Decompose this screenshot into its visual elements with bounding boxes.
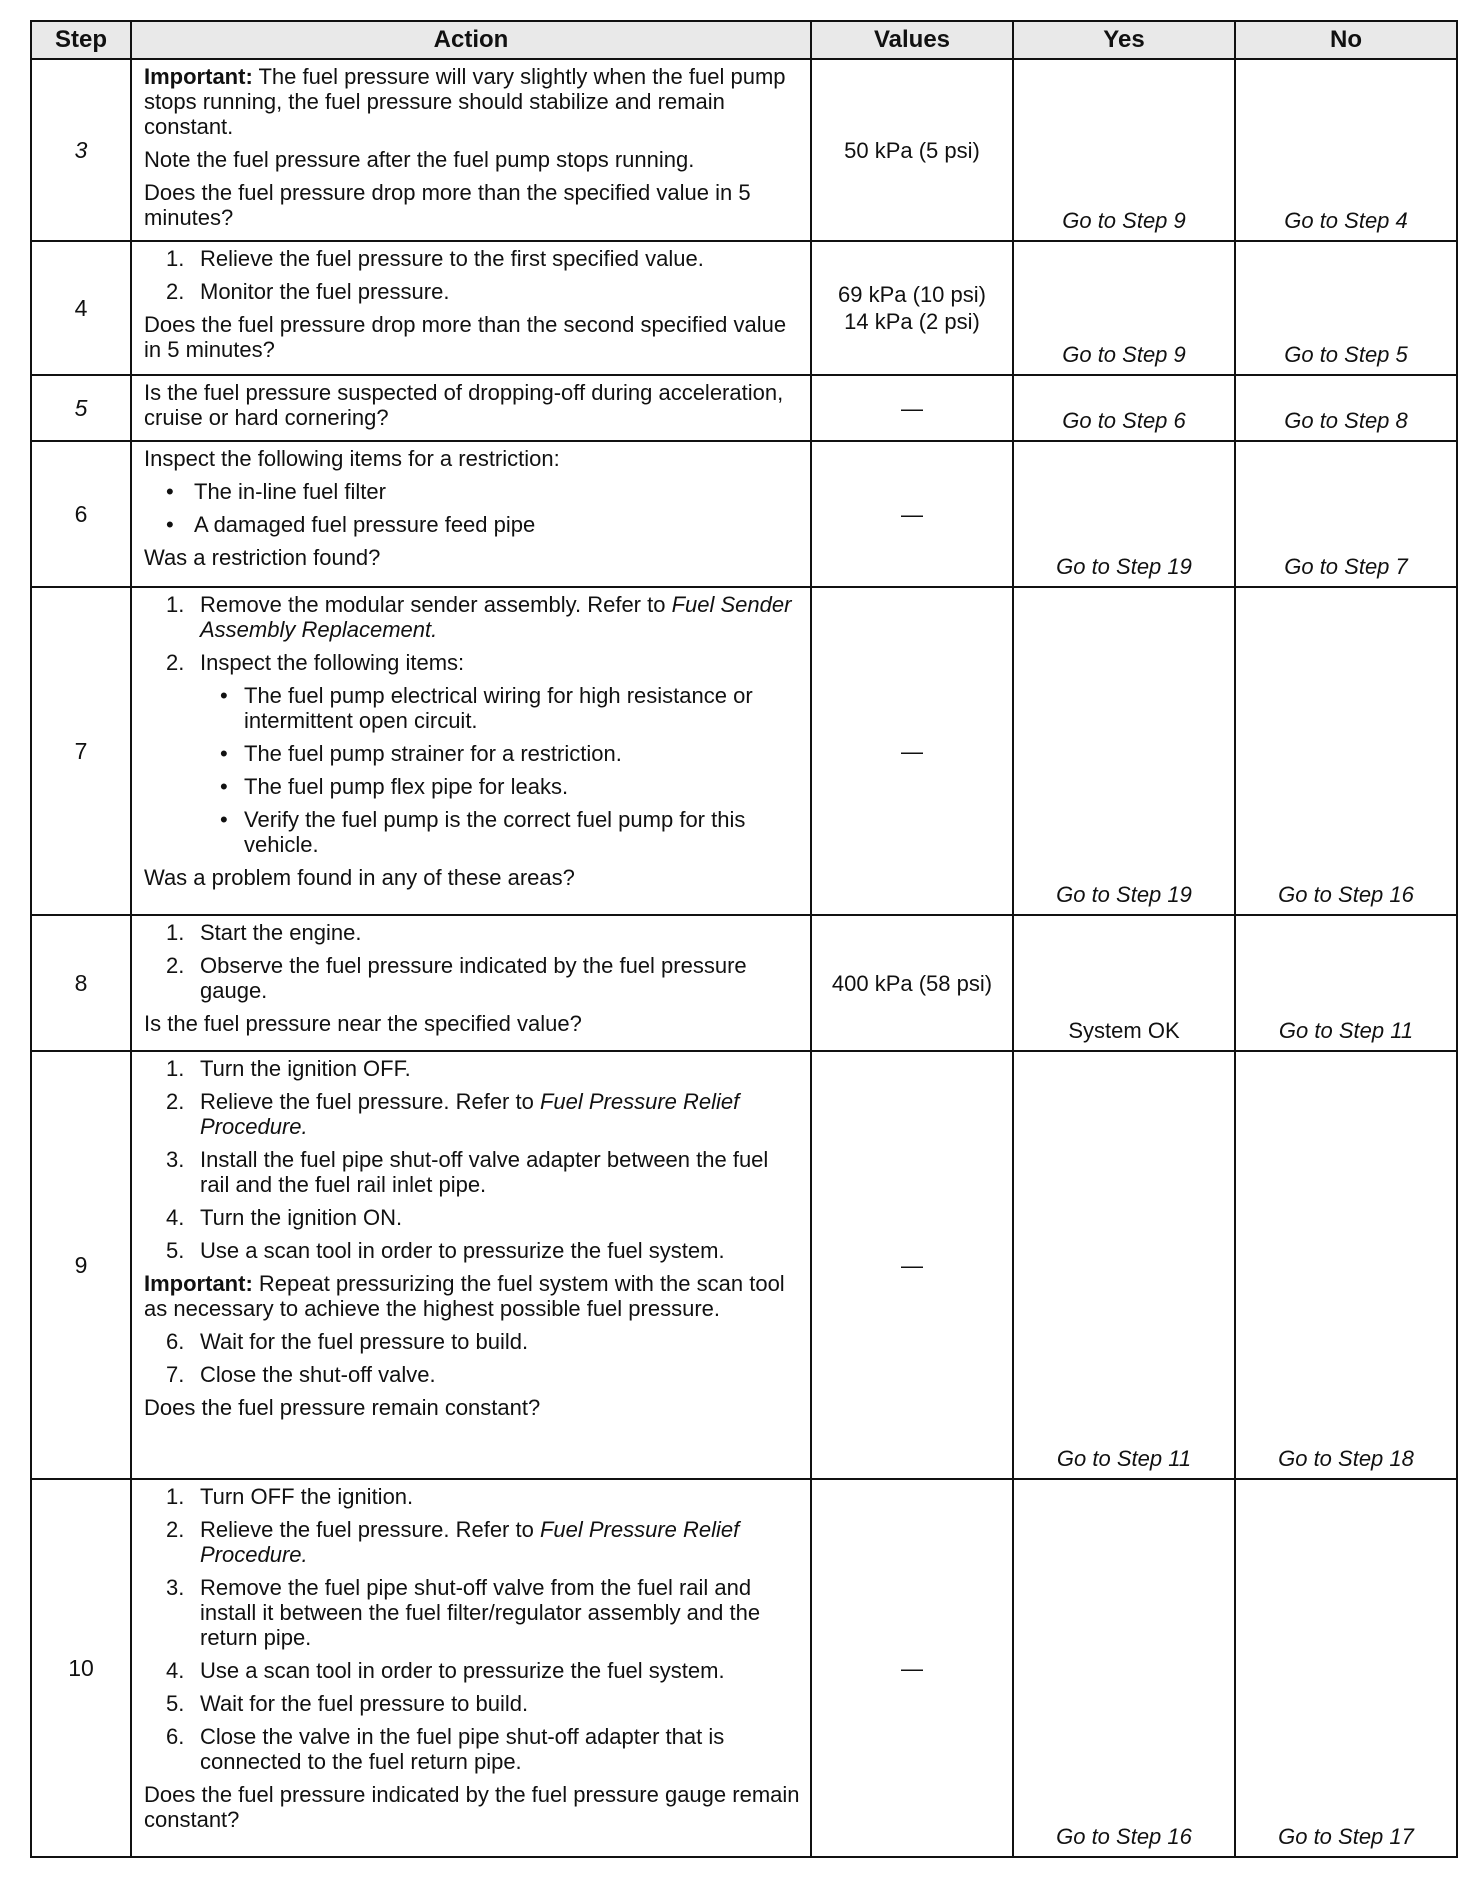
important-note	[144, 64, 800, 139]
list-item: 1. Relieve the fuel pressure to the first specified value.	[166, 246, 704, 271]
list-item: 2. Observe the fuel pressure indicated by the fuel pressure gauge.	[166, 953, 747, 1003]
step-number: 10	[31, 1479, 131, 1857]
important-note	[144, 1271, 800, 1321]
table-row-step-3	[31, 59, 1457, 241]
table-row-step-8	[31, 915, 1457, 1051]
yes-cell: Go to Step 19	[1013, 441, 1235, 587]
action-question: Is the fuel pressure suspected of dropping-off during acceleration, cruise or hard cornering?	[144, 380, 784, 430]
yes-cell: System OK	[1013, 915, 1235, 1051]
no-cell: Go to Step 8	[1235, 375, 1457, 441]
step-number: 7	[31, 587, 131, 915]
list-item: 4. Use a scan tool in order to pressurize the fuel system.	[166, 1658, 725, 1683]
action-question: Does the fuel pressure remain constant?	[144, 1395, 541, 1420]
list-item: • The fuel pump strainer for a restriction.	[220, 741, 622, 766]
no-cell: Go to Step 18	[1235, 1051, 1457, 1479]
no-cell: Go to Step 16	[1235, 587, 1457, 915]
action-question: Does the fuel pressure indicated by the fuel pressure gauge remain constant?	[144, 1782, 800, 1832]
list-item: 7. Close the shut-off valve.	[166, 1362, 436, 1387]
list-item: 6. Close the valve in the fuel pipe shut-off adapter that is connected to the fuel return pipe.	[166, 1724, 725, 1774]
step-number: 5	[31, 375, 131, 441]
action-text: Note the fuel pressure after the fuel pump stops running.	[144, 147, 695, 172]
yes-cell: Go to Step 19	[1013, 587, 1235, 915]
table-row-step-6	[31, 441, 1457, 587]
table-row-step-7	[31, 587, 1457, 915]
table-row-step-5	[31, 375, 1457, 441]
no-cell: Go to Step 17	[1235, 1479, 1457, 1857]
action-cell	[131, 1051, 811, 1479]
header-step: Step	[31, 21, 131, 59]
step-number: 8	[31, 915, 131, 1051]
table-row-step-4	[31, 241, 1457, 375]
step-number: 4	[31, 241, 131, 375]
no-cell: Go to Step 4	[1235, 59, 1457, 241]
list-item: 4. Turn the ignition ON.	[166, 1205, 403, 1230]
action-cell	[131, 915, 811, 1051]
action-cell	[131, 375, 811, 441]
action-cell	[131, 1479, 811, 1857]
list-item: • The fuel pump flex pipe for leaks.	[220, 774, 569, 799]
action-question: Does the fuel pressure drop more than the specified value in 5 minutes?	[144, 180, 751, 230]
action-question: Was a problem found in any of these areas?	[144, 865, 575, 890]
values-cell: —	[811, 1051, 1013, 1479]
list-item: • Verify the fuel pump is the correct fuel pump for this vehicle.	[220, 807, 746, 857]
list-item: 1. Start the engine.	[166, 920, 362, 945]
reference-link: Fuel Pressure Relief Procedure.	[200, 1089, 740, 1139]
step-number: 9	[31, 1051, 131, 1479]
list-item: 2. Relieve the fuel pressure. Refer to Fuel Pressure Relief Procedure.	[166, 1089, 740, 1139]
list-item: • A damaged fuel pressure feed pipe	[166, 512, 536, 537]
action-cell	[131, 441, 811, 587]
list-item: 3. Remove the fuel pipe shut-off valve from the fuel rail and install it between the fuel filter/regulator assembly and the return pipe.	[166, 1575, 761, 1650]
important-text: The fuel pressure will vary slightly when the fuel pump stops running, the fuel pressure should stabilize and remain constant.	[144, 64, 786, 139]
values-cell: —	[811, 441, 1013, 587]
list-item: 5. Use a scan tool in order to pressurize the fuel system.	[166, 1238, 725, 1263]
action-cell	[131, 587, 811, 915]
values-cell	[811, 241, 1013, 375]
no-cell: Go to Step 11	[1235, 915, 1457, 1051]
list-item: 1. Turn the ignition OFF.	[166, 1056, 411, 1081]
important-text: Repeat pressurizing the fuel system with the scan tool as necessary to achieve the highest possible fuel pressure.	[144, 1271, 785, 1321]
action-text: Inspect the following items for a restriction:	[144, 446, 560, 471]
list-item: 1. Turn OFF the ignition.	[166, 1484, 414, 1509]
action-question: Is the fuel pressure near the specified value?	[144, 1011, 582, 1036]
list-item: 3. Install the fuel pipe shut-off valve adapter between the fuel rail and the fuel rail inlet pipe.	[166, 1147, 769, 1197]
values-cell: —	[811, 1479, 1013, 1857]
values-cell: 400 kPa (58 psi)	[811, 915, 1013, 1051]
list-item: 6. Wait for the fuel pressure to build.	[166, 1329, 529, 1354]
diagnostic-table	[30, 20, 1458, 1858]
list-item: • The in-line fuel filter	[166, 479, 386, 504]
list-item: • The fuel pump electrical wiring for high resistance or intermittent open circuit.	[220, 683, 753, 733]
values-cell: —	[811, 587, 1013, 915]
list-item: 5. Wait for the fuel pressure to build.	[166, 1691, 529, 1716]
yes-cell: Go to Step 6	[1013, 375, 1235, 441]
values-cell: 50 kPa (5 psi)	[811, 59, 1013, 241]
header-yes: Yes	[1013, 21, 1235, 59]
header-row	[31, 21, 1457, 59]
list-item: 2. Inspect the following items:	[166, 650, 465, 675]
value-first: 69 kPa (10 psi)	[838, 282, 986, 307]
list-item: 1. Remove the modular sender assembly. Refer to Fuel Sender Assembly Replacement.	[166, 592, 792, 642]
no-cell: Go to Step 5	[1235, 241, 1457, 375]
yes-cell: Go to Step 9	[1013, 59, 1235, 241]
reference-link: Fuel Pressure Relief Procedure.	[200, 1517, 740, 1567]
table-row-step-10	[31, 1479, 1457, 1857]
header-no: No	[1235, 21, 1457, 59]
diagnostic-table-page	[30, 20, 1456, 1858]
table-row-step-9	[31, 1051, 1457, 1479]
yes-cell: Go to Step 16	[1013, 1479, 1235, 1857]
value-second: 14 kPa (2 psi)	[844, 309, 980, 334]
action-question: Does the fuel pressure drop more than the second specified value in 5 minutes?	[144, 312, 787, 362]
action-cell	[131, 59, 811, 241]
values-cell: —	[811, 375, 1013, 441]
yes-cell: Go to Step 9	[1013, 241, 1235, 375]
list-item: 2. Relieve the fuel pressure. Refer to Fuel Pressure Relief Procedure.	[166, 1517, 740, 1567]
step-number: 6	[31, 441, 131, 587]
important-label: Important:	[144, 64, 253, 89]
important-label: Important:	[144, 1271, 253, 1296]
yes-cell: Go to Step 11	[1013, 1051, 1235, 1479]
action-cell	[131, 241, 811, 375]
reference-link: Fuel Sender Assembly Replacement.	[200, 592, 792, 642]
header-values: Values	[811, 21, 1013, 59]
action-question: Was a restriction found?	[144, 545, 381, 570]
no-cell: Go to Step 7	[1235, 441, 1457, 587]
step-number: 3	[31, 59, 131, 241]
header-action: Action	[131, 21, 811, 59]
list-item: 2. Monitor the fuel pressure.	[166, 279, 450, 304]
